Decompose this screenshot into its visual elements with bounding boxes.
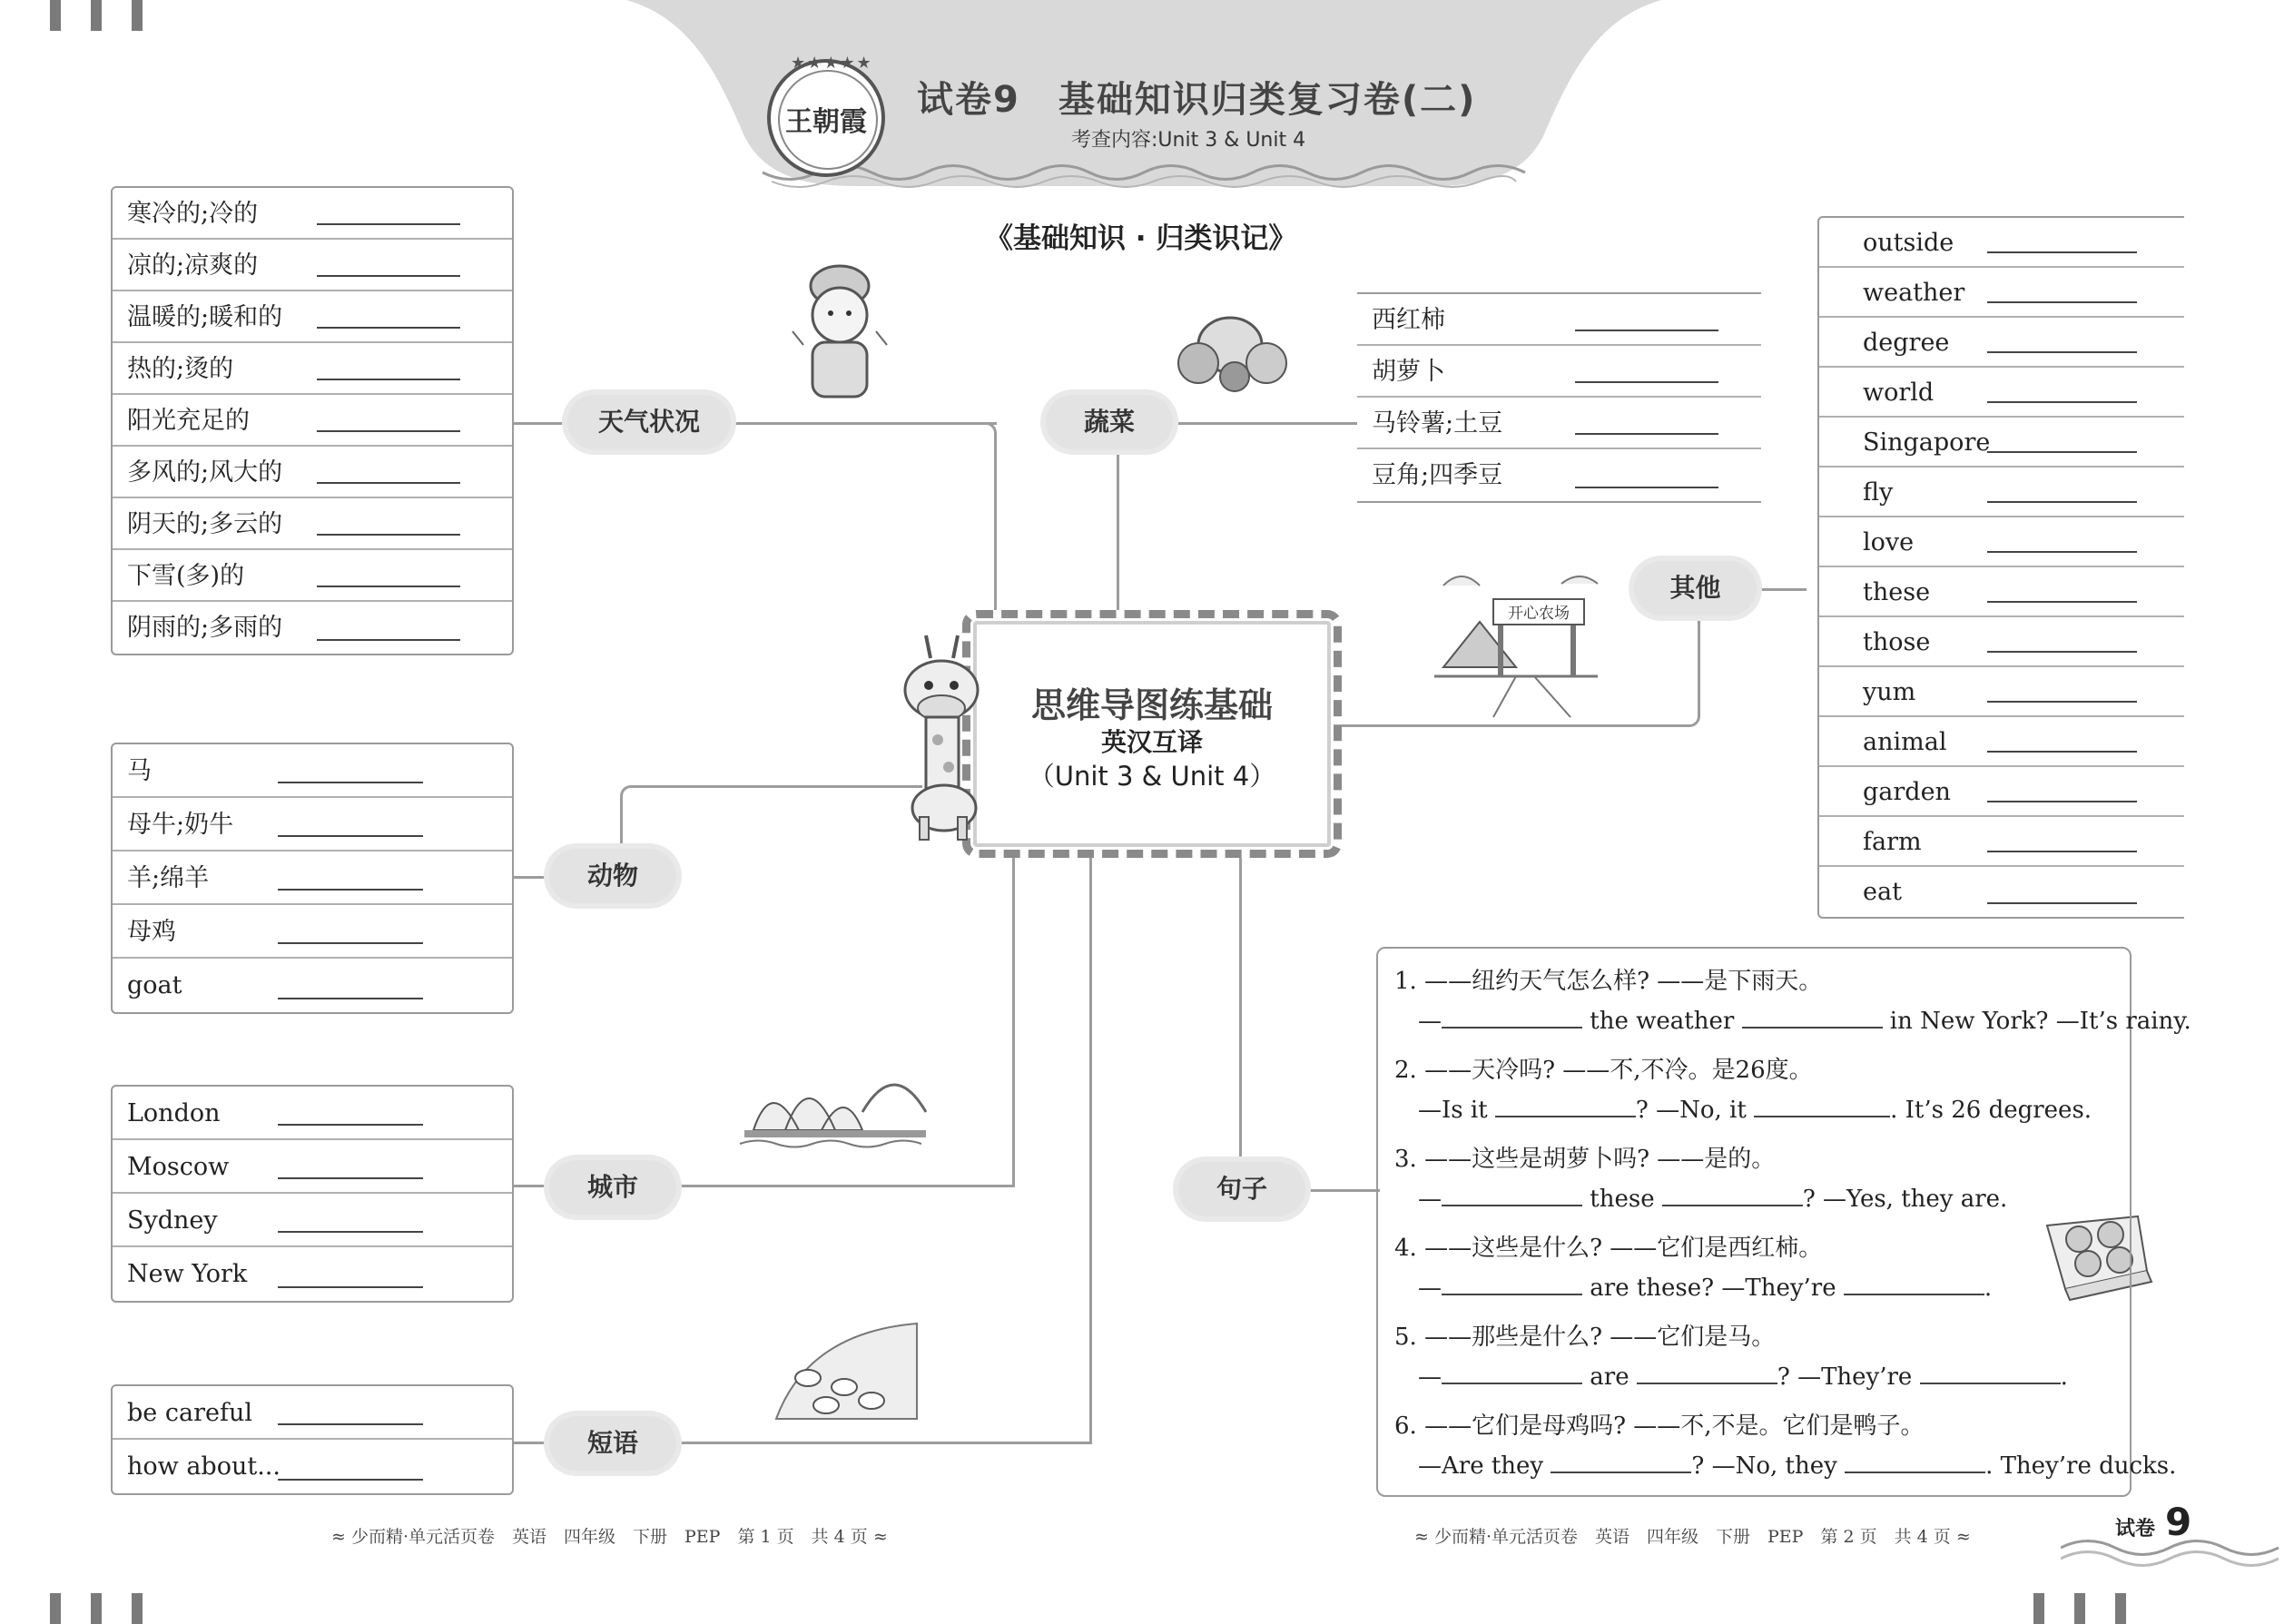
- vocab-row: Sydney: [113, 1194, 512, 1247]
- vocab-row: 多风的;风大的: [113, 447, 512, 498]
- answer-blank[interactable]: [317, 639, 460, 641]
- vocab-row: animal: [1819, 717, 2184, 767]
- ducks-illustration: [772, 1314, 926, 1428]
- connector: [1117, 422, 1119, 613]
- sydney-opera-illustration: [735, 1058, 935, 1148]
- sentence-en: — are these? —They’re .: [1418, 1275, 1993, 1302]
- answer-blank[interactable]: [1575, 487, 1718, 488]
- phrase-vocab-table: [111, 1384, 514, 1495]
- footer-right: ≈ 少而精·单元活页卷 英语 四年级 下册 PEP 第 2 页 共 4 页 ≈: [1414, 1527, 1971, 1547]
- corner-bar: [50, 1593, 61, 1624]
- vocab-row: 阳光充足的: [113, 395, 512, 447]
- vocab-row: Singapore: [1819, 418, 2184, 468]
- answer-blank[interactable]: [1575, 433, 1718, 435]
- answer-blank[interactable]: [317, 534, 460, 536]
- page-tag-number: 9: [2165, 1500, 2192, 1544]
- sentence-cn: 3. ——这些是胡萝卜吗? ——是的。: [1394, 1146, 1776, 1173]
- vegetables-illustration: [1167, 304, 1303, 395]
- answer-blank[interactable]: [1987, 351, 2137, 353]
- connector: [1298, 1189, 1380, 1192]
- sentence-exercise-box: [1376, 947, 2191, 1497]
- connector: [1162, 422, 1362, 425]
- vocab-row: 母鸡: [113, 905, 512, 959]
- vocab-row: New York: [113, 1247, 512, 1301]
- answer-blank[interactable]: [1987, 251, 2137, 253]
- sentence-en: — are ? —They’re .: [1418, 1363, 2068, 1391]
- cold-child-illustration: [785, 259, 894, 408]
- answer-blank[interactable]: [1987, 801, 2137, 802]
- connector: [1239, 844, 1242, 1162]
- answer-blank[interactable]: [1495, 1096, 1636, 1117]
- vocab-row: 阴雨的;多雨的: [113, 602, 512, 654]
- sentence-cn: 1. ——纽约天气怎么样? ——是下雨天。: [1394, 968, 1823, 995]
- answer-blank[interactable]: [317, 379, 460, 380]
- vocab-row: 母牛;奶牛: [113, 798, 512, 851]
- answer-blank[interactable]: [1987, 902, 2137, 904]
- vocab-row: Moscow: [113, 1140, 512, 1194]
- vocab-row: be careful: [113, 1386, 512, 1440]
- center-title: 思维导图练基础: [1030, 685, 1273, 725]
- vocab-row: degree: [1819, 318, 2184, 368]
- vocab-row: weather: [1819, 268, 2184, 318]
- answer-blank[interactable]: [278, 1286, 423, 1288]
- answer-blank[interactable]: [1844, 1274, 1984, 1295]
- answer-blank[interactable]: [1987, 751, 2137, 753]
- vocab-row: how about...: [113, 1440, 512, 1493]
- answer-blank[interactable]: [1742, 1007, 1883, 1029]
- answer-blank[interactable]: [1920, 1363, 2061, 1384]
- answer-blank[interactable]: [1987, 501, 2137, 503]
- answer-blank[interactable]: [317, 586, 460, 587]
- corner-bar: [50, 0, 61, 31]
- others-vocab-table: [1817, 216, 2184, 919]
- answer-blank[interactable]: [278, 835, 423, 837]
- answer-blank[interactable]: [1442, 1185, 1582, 1206]
- sentence-en: — the weather in New York? —It’s rainy.: [1418, 1008, 2191, 1035]
- vocab-row: fly: [1819, 468, 2184, 517]
- vocab-row: yum: [1819, 667, 2184, 717]
- answer-blank[interactable]: [317, 327, 460, 329]
- answer-blank[interactable]: [278, 1423, 423, 1425]
- animal-vocab-table: [111, 743, 514, 1014]
- answer-blank[interactable]: [1442, 1007, 1582, 1029]
- sentence-cn: 6. ——它们是母鸡吗? ——不,不是。它们是鸭子。: [1394, 1412, 1925, 1440]
- center-units: （Unit 3 & Unit 4）: [1028, 761, 1276, 792]
- sentence-en: —Are they ? —No, they . They’re ducks.: [1418, 1452, 2177, 1480]
- page-title: 试卷9 基础知识归类复习卷(二): [917, 79, 1477, 121]
- vocab-row: 下雪(多)的: [113, 550, 512, 602]
- weather-vocab-table: [111, 186, 514, 655]
- farm-illustration: [1425, 567, 1607, 722]
- answer-blank[interactable]: [1987, 601, 2137, 603]
- answer-blank[interactable]: [278, 889, 423, 891]
- vocab-row: London: [113, 1087, 512, 1140]
- sentence-cn: 2. ——天冷吗? ——不,不冷。是26度。: [1394, 1057, 1813, 1084]
- answer-blank[interactable]: [1662, 1185, 1803, 1206]
- answer-blank[interactable]: [1987, 651, 2137, 653]
- corner-bar: [132, 0, 143, 31]
- vocab-row: 马: [113, 744, 512, 798]
- corner-bar: [2033, 1593, 2044, 1624]
- city-vocab-table: [111, 1085, 514, 1303]
- answer-blank[interactable]: [1987, 701, 2137, 703]
- center-subtitle: 英汉互译: [1100, 727, 1203, 757]
- sentence-en: —Is it ? —No, it . It’s 26 degrees.: [1418, 1097, 2092, 1124]
- node-vegetables: 蔬菜: [1046, 395, 1173, 449]
- answer-blank[interactable]: [278, 1479, 423, 1481]
- node-others: 其他: [1634, 561, 1757, 615]
- answer-blank[interactable]: [317, 223, 460, 225]
- answer-blank[interactable]: [278, 1231, 423, 1233]
- answer-blank[interactable]: [1845, 1452, 1985, 1473]
- corner-bar: [91, 1593, 102, 1624]
- answer-blank[interactable]: [1987, 401, 2137, 403]
- vocab-row: farm: [1819, 817, 2184, 867]
- vocab-row: these: [1819, 567, 2184, 617]
- sentence-en: — these ? —Yes, they are.: [1418, 1186, 2008, 1213]
- logo-text: 王朝霞: [785, 106, 867, 138]
- corner-bar: [2115, 1593, 2126, 1624]
- corner-bar: [132, 1593, 143, 1624]
- answer-blank[interactable]: [278, 1177, 423, 1179]
- vocab-row: world: [1819, 368, 2184, 418]
- sentence-cn: 5. ——那些是什么? ——它们是马。: [1394, 1324, 1776, 1351]
- answer-blank[interactable]: [1987, 551, 2137, 553]
- vocab-row: 温暖的;暖和的: [113, 291, 512, 343]
- answer-blank[interactable]: [1442, 1363, 1582, 1384]
- vocab-row: garden: [1819, 767, 2184, 817]
- answer-blank[interactable]: [278, 1124, 423, 1126]
- connector: [1012, 844, 1015, 1186]
- answer-blank[interactable]: [317, 482, 460, 484]
- vocab-row: 寒冷的;冷的: [113, 188, 512, 240]
- answer-blank[interactable]: [1987, 451, 2137, 453]
- vocab-row: 西红柿: [1357, 294, 1761, 346]
- answer-blank[interactable]: [1987, 851, 2137, 852]
- connector: [726, 422, 997, 615]
- vocab-row: 胡萝卜: [1357, 346, 1761, 398]
- vocab-row: 热的;烫的: [113, 343, 512, 395]
- farm-sign-text: 开心农场: [1508, 605, 1570, 623]
- vocab-row: 马铃薯;土豆: [1357, 398, 1761, 449]
- corner-bar: [91, 0, 102, 31]
- center-frame: [962, 610, 1342, 858]
- corner-bar: [2074, 1593, 2085, 1624]
- vocab-row: those: [1819, 617, 2184, 667]
- node-animals: 动物: [549, 849, 676, 903]
- answer-blank[interactable]: [317, 430, 460, 432]
- connector: [1089, 844, 1092, 1443]
- vocab-row: eat: [1819, 867, 2184, 917]
- answer-blank[interactable]: [1637, 1363, 1777, 1384]
- brand-logo: 王朝霞 ★★★★★: [767, 59, 885, 177]
- vocab-row: goat: [113, 959, 512, 1012]
- sentence-cn: 4. ——这些是什么? ——它们是西红柿。: [1394, 1235, 1823, 1262]
- node-weather: 天气状况: [567, 395, 731, 449]
- answer-blank[interactable]: [1442, 1274, 1582, 1295]
- footer-left: ≈ 少而精·单元活页卷 英语 四年级 下册 PEP 第 1 页 共 4 页 ≈: [331, 1527, 888, 1547]
- node-sentences: 句子: [1178, 1162, 1305, 1216]
- answer-blank[interactable]: [1551, 1452, 1691, 1473]
- answer-blank[interactable]: [1987, 301, 2137, 303]
- page-subtitle: 考查内容:Unit 3 & Unit 4: [1071, 129, 1306, 152]
- giraffe-illustration: [885, 622, 985, 844]
- vocab-row: 阴天的;多云的: [113, 498, 512, 550]
- answer-blank[interactable]: [1575, 330, 1718, 331]
- answer-blank[interactable]: [317, 275, 460, 277]
- vocab-row: love: [1819, 517, 2184, 567]
- answer-blank[interactable]: [278, 782, 423, 783]
- node-cities: 城市: [549, 1160, 676, 1215]
- vocab-row: 豆角;四季豆: [1357, 449, 1761, 501]
- vocab-row: 羊;绵羊: [113, 851, 512, 905]
- answer-blank[interactable]: [1575, 381, 1718, 383]
- page-tag-label: 试卷: [2115, 1518, 2156, 1540]
- answer-blank[interactable]: [278, 942, 423, 944]
- vocab-row: outside: [1819, 218, 2184, 268]
- answer-blank[interactable]: [1754, 1096, 1890, 1117]
- vegetable-vocab-table: [1357, 292, 1761, 503]
- answer-blank[interactable]: [278, 998, 423, 999]
- node-phrases: 短语: [549, 1416, 676, 1471]
- vocab-row: 凉的;凉爽的: [113, 240, 512, 291]
- section-heading: 《基础知识 · 归类识记》: [985, 222, 1297, 255]
